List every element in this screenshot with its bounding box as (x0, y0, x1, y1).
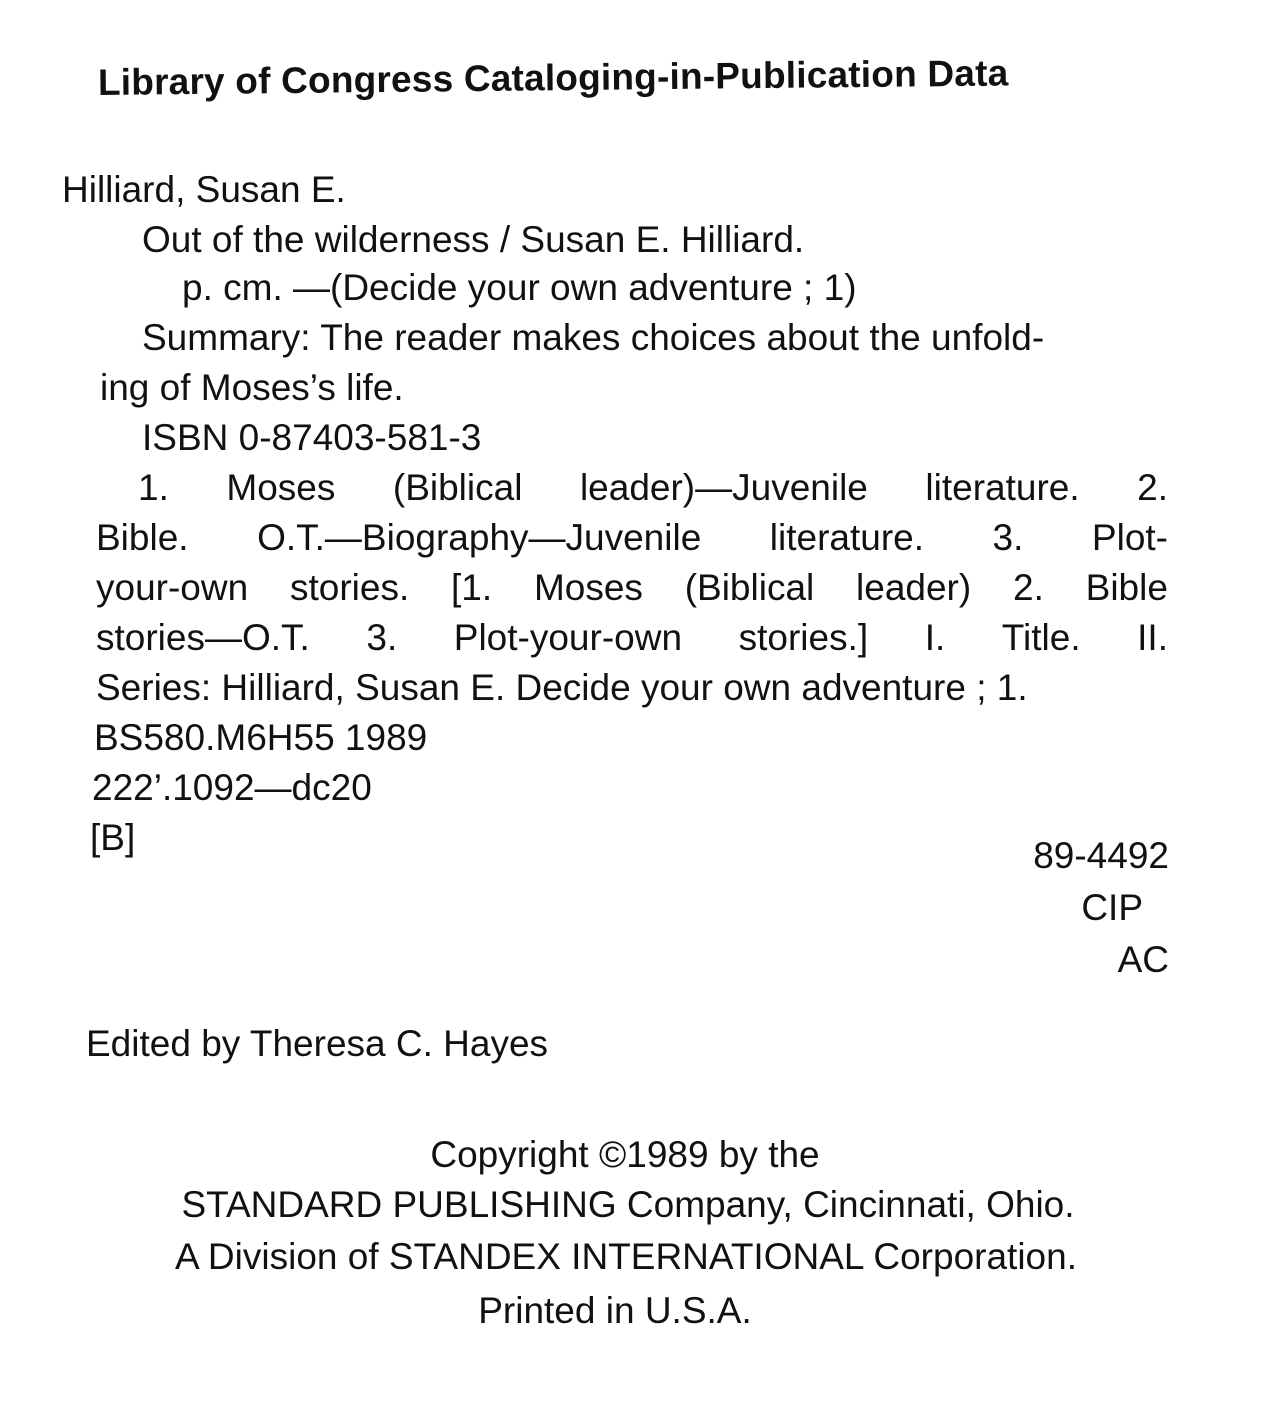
subject-word: [1. (451, 567, 493, 608)
copyright-line-3: A Division of STANDEX INTERNATIONAL Corporation. (175, 1236, 1077, 1277)
subject-word: Bible (1085, 567, 1168, 608)
subject-word: Plot- (1091, 517, 1168, 558)
subject-word: literature. (925, 467, 1080, 508)
ac-mark: AC (1117, 939, 1169, 980)
dewey-number: 222’.1092—dc20 (92, 767, 372, 808)
physical-description: p. cm. —(Decide your own adventure ; 1) (182, 267, 857, 308)
summary-text-1: Summary: The reader makes choices about the unfold- (142, 317, 1045, 358)
subject-word: Plot-your-own (453, 617, 683, 658)
subject-word: 2. (1137, 467, 1168, 508)
subject-line-1 (138, 466, 1168, 510)
lccn: 89-4492 (1033, 835, 1169, 876)
format-code: [B] (90, 817, 136, 858)
subject-line-3 (96, 566, 1168, 610)
summary-line-1 (142, 316, 1168, 360)
subject-word: your-own (96, 567, 249, 608)
subject-word: 3. (366, 617, 398, 658)
subject-word: O.T.—Biography—Juvenile (257, 517, 702, 558)
editor-credit: Edited by Theresa C. Hayes (86, 1023, 549, 1064)
subject-word: stories. (289, 567, 410, 608)
subject-word: leader)—Juvenile (579, 467, 868, 508)
page-heading: Library of Congress Cataloging-in-Publication Data (97, 52, 1009, 103)
subject-word: stories—O.T. (96, 617, 310, 658)
subject-line-4 (96, 616, 1168, 660)
summary-line-2: ing of Moses’s life. (100, 367, 404, 408)
series-line: Series: Hilliard, Susan E. Decide your own adventure ; 1. (96, 667, 1028, 708)
subject-word: (Biblical (392, 467, 523, 508)
subject-word: literature. (769, 517, 925, 558)
subject-word: 2. (1013, 567, 1044, 608)
copyright-line-1: Copyright ©1989 by the (430, 1134, 820, 1175)
subject-word: Moses (533, 567, 643, 608)
subject-word: II. (1137, 617, 1168, 658)
subject-word: Bible. (96, 517, 189, 558)
cip-mark: CIP (1081, 887, 1143, 928)
subject-word: I. (924, 617, 946, 658)
subject-word: 1. (138, 467, 169, 508)
author-entry: Hilliard, Susan E. (62, 169, 346, 210)
title-statement: Out of the wilderness / Susan E. Hilliard. (142, 219, 805, 260)
isbn: ISBN 0-87403-581-3 (142, 417, 482, 458)
subject-word: leader) (856, 567, 972, 608)
copyright-line-2: STANDARD PUBLISHING Company, Cincinnati, Ohio. (181, 1184, 1075, 1225)
subject-word: 3. (992, 517, 1024, 558)
subject-word: stories.] (738, 617, 869, 658)
subject-word: Title. (1001, 617, 1081, 658)
copyright-line-4: Printed in U.S.A. (478, 1290, 752, 1331)
subject-word: (Biblical (684, 567, 815, 608)
subject-line-2 (96, 516, 1168, 560)
subject-word: Moses (226, 467, 336, 508)
call-number: BS580.M6H55 1989 (94, 717, 428, 758)
